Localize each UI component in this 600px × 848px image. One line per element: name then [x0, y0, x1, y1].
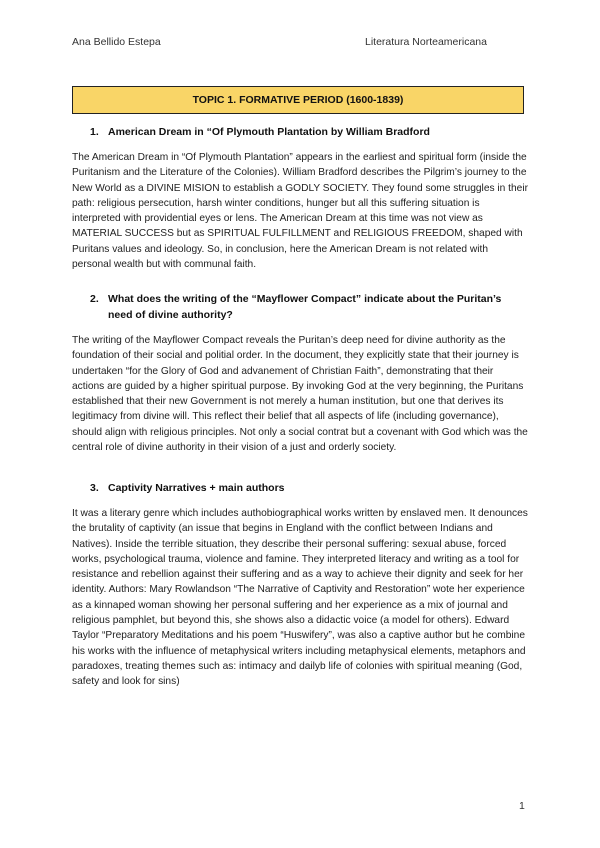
- section-title: Captivity Narratives + main authors: [108, 482, 285, 494]
- section-3: [72, 480, 528, 690]
- section-title: American Dream in “Of Plymouth Plantation by William Bradford: [108, 126, 430, 138]
- section-heading: [72, 291, 528, 323]
- section-number: 3.: [90, 482, 99, 494]
- section-paragraph: It was a literary genre which includes authobiographical works written by enslaved men. It denounces the brutality of captivity (an issue that begins in England with the conflict between Indians and Natives). Inside the terrible situation, they describe their personal suffering: sexual abuse, forced works, psychological trauma, violence and famine. They interpreted literacy and writing as a tool for resistance and rebellion against their suffering and as a way to achieve their dignity and seek for her identity. Authors: Mary Rowlandson “The Narrative of Captivity and Restoration” wote her experience as a kinnaped woman showing her personal suffering and her experience as a mix of journal and religious pamphlet, but beyond this, she shows also a didactic voice (a model for others). Edward Taylor “Preparatory Meditations and his poem “Huswifery”, was also a captive author but he combine his works with the influence of metaphysical writers including metaphysical elements, metaphors and paradoxes, treating themes such as: intimacy and dailyb life of colonies with spiritual meaning (God, safety and look for sins): [72, 508, 528, 688]
- header-author: Ana Bellido Estepa: [72, 36, 161, 48]
- section-number: 2.: [90, 293, 99, 305]
- header-course: Literatura Norteamericana: [365, 36, 487, 48]
- section-2: [72, 291, 528, 455]
- section-title: What does the writing of the “Mayflower Compact” indicate about the Puritan’s need of divine authority?: [108, 293, 502, 321]
- section-heading: [72, 124, 528, 140]
- section-1: [72, 124, 528, 272]
- section-heading: [72, 480, 528, 496]
- section-number: 1.: [90, 126, 99, 138]
- topic-banner: TOPIC 1. FORMATIVE PERIOD (1600-1839): [72, 86, 524, 114]
- page-number: 1: [519, 800, 525, 812]
- section-paragraph: The writing of the Mayflower Compact reveals the Puritan’s deep need for divine authority as the foundation of their social and politial order. In the document, they explicitly state that their journey is undertaken “for the Glory of God and advanement of Christian Faith”, demonstrating that their actions are guided by a higher spiritual purpose. By invoking God at the very beginning, the Puritans established that their new Government is not merely a human institution, but one that derives its legitimacy from divine will. This reflect their belief that all aspects of life (including governance), should align with religious principles. Not only a social contrat but a covenant with God which was the central role of divine authority in their vision of a just and orderly society.: [72, 335, 528, 454]
- section-paragraph: The American Dream in “Of Plymouth Plantation” appears in the earliest and spiritual form (inside the Puritanism and the Literature of the Colonies). William Bradford describes the Pilgrim’s journey to the New World as a DIVINE MISION to establish a GODLY SOCIETY. They found some struggles in their path: religious persecution, harsh winter conditions, hunger but all this suffering situation is interpreted with providential eyes or lens. The American Dream at this time was not view as MATERIAL SUCCESS but as SPIRITUAL FULFILLMENT and RELIGIOUS FREEDOM, shaped with Puritans values and ideology. So, in conclusion, here the American Dream is not related with personal wealth but with communal faith.: [72, 152, 528, 271]
